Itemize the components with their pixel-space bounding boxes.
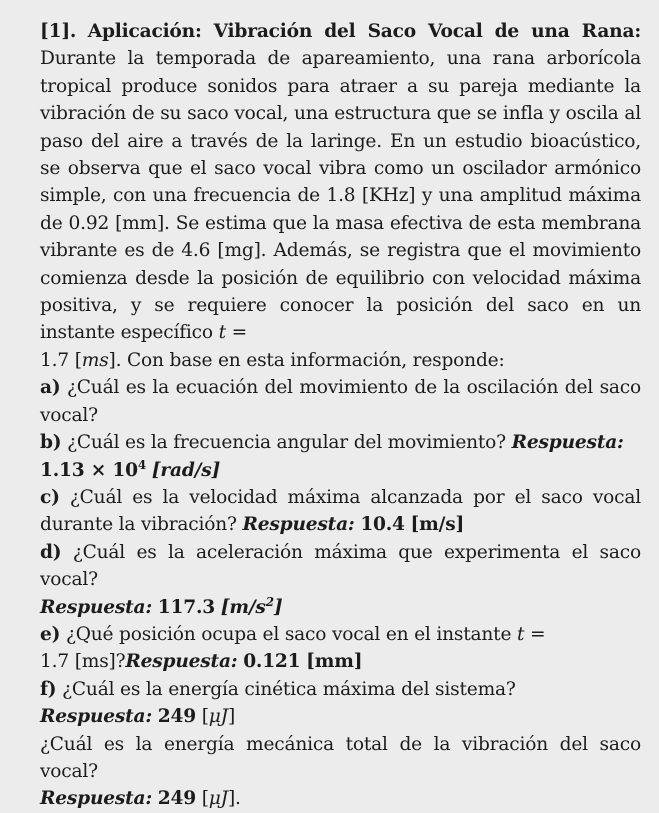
question-text: ¿Cuál es la energía mecánica total de la vibración del saco vocal? [40, 733, 641, 782]
question-label: b) [40, 432, 62, 454]
time-value: 1.7 [40, 651, 69, 673]
question-text: ¿Qué posición ocupa el saco vocal en el instante [65, 623, 512, 645]
answer-value: 117.3 [157, 596, 216, 618]
answer-label: Respuesta: [125, 651, 238, 673]
time-unit: [ms] [74, 349, 116, 371]
answer-unit: [m/s] [410, 514, 465, 536]
answer-value: 249 [157, 788, 197, 810]
equals-sign: = [529, 623, 546, 645]
answer-label: Respuesta: [40, 788, 153, 810]
problem-number: [1]. [40, 21, 77, 42]
answer-label: Respuesta: [511, 432, 624, 454]
question-b [40, 429, 641, 484]
question-label: f) [40, 678, 57, 700]
question-label: a) [40, 377, 61, 399]
time-unit: [ms] [74, 651, 116, 673]
problem-closing: . Con base en esta información, responde: [115, 349, 505, 371]
question-text: ¿Cuál es la ecuación del movimiento de la oscilación del saco vocal? [40, 377, 641, 426]
answer-unit: [μJ] [201, 706, 235, 728]
question-label: d) [40, 541, 62, 563]
question-e [40, 621, 641, 676]
answer-label: Respuesta: [242, 514, 355, 536]
equals-sign: = [231, 322, 247, 344]
time-variable: t [516, 623, 525, 645]
question-d [40, 539, 641, 621]
question-a [40, 374, 641, 429]
question-label: c) [40, 486, 60, 508]
answer-label: Respuesta: [40, 596, 153, 618]
question-c [40, 484, 641, 539]
question-mark: ? [115, 651, 126, 673]
time-value: 1.7 [40, 349, 69, 371]
answer-value: 249 [157, 706, 197, 728]
answer-value: 0.121 [243, 651, 301, 673]
question-g [40, 731, 641, 813]
answer-unit: [rad/s] [151, 459, 221, 481]
question-f [40, 676, 641, 731]
question-text: ¿Cuál es la frecuencia angular del movimiento? [67, 432, 506, 454]
answer-unit: $[m/s^2]$ [220, 594, 283, 618]
question-text: ¿Cuál es la velocidad máxima alcanzada por el saco vocal durante la vibración? [40, 486, 642, 536]
problem-title: Aplicación: Vibración del Saco Vocal de una Rana: [87, 21, 642, 42]
answer-unit: [μJ] [201, 788, 235, 810]
question-label: e) [40, 623, 61, 645]
question-text: ¿Cuál es la energía cinética máxima del sistema? [62, 678, 516, 700]
answer-label: Respuesta: [40, 706, 153, 728]
answer-value: $1.13 \times 10^4$ [40, 457, 147, 481]
problem-statement [40, 18, 641, 374]
time-variable: t [218, 322, 226, 344]
question-text: ¿Cuál es la aceleración máxima que experimenta el saco vocal? [40, 541, 641, 591]
answer-unit: [mm] [306, 651, 363, 673]
answer-value: 10.4 [360, 514, 405, 536]
final-period: . [235, 788, 241, 810]
problem-text: Durante la temporada de apareamiento, una rana arborícola tropical produce sonidos para atraer a su pareja mediante la vibración de su saco vocal, una estructura que se infla y oscila al paso del aire a través de la laringe. En un estudio bioacústico, se observa que el saco vocal vibra como un oscilador armónico simple, con una frecuencia de 1.8 [KHz] y una amplitud máxima de 0.92 [mm]. Se estima que la masa efectiva de esta membrana vibrante es de 4.6 [mg]. Además, se registra que el movimiento comienza desde la posición de equilibrio con velocidad máxima positiva, y se requiere conocer la posición del saco en un instante específico [40, 48, 641, 344]
